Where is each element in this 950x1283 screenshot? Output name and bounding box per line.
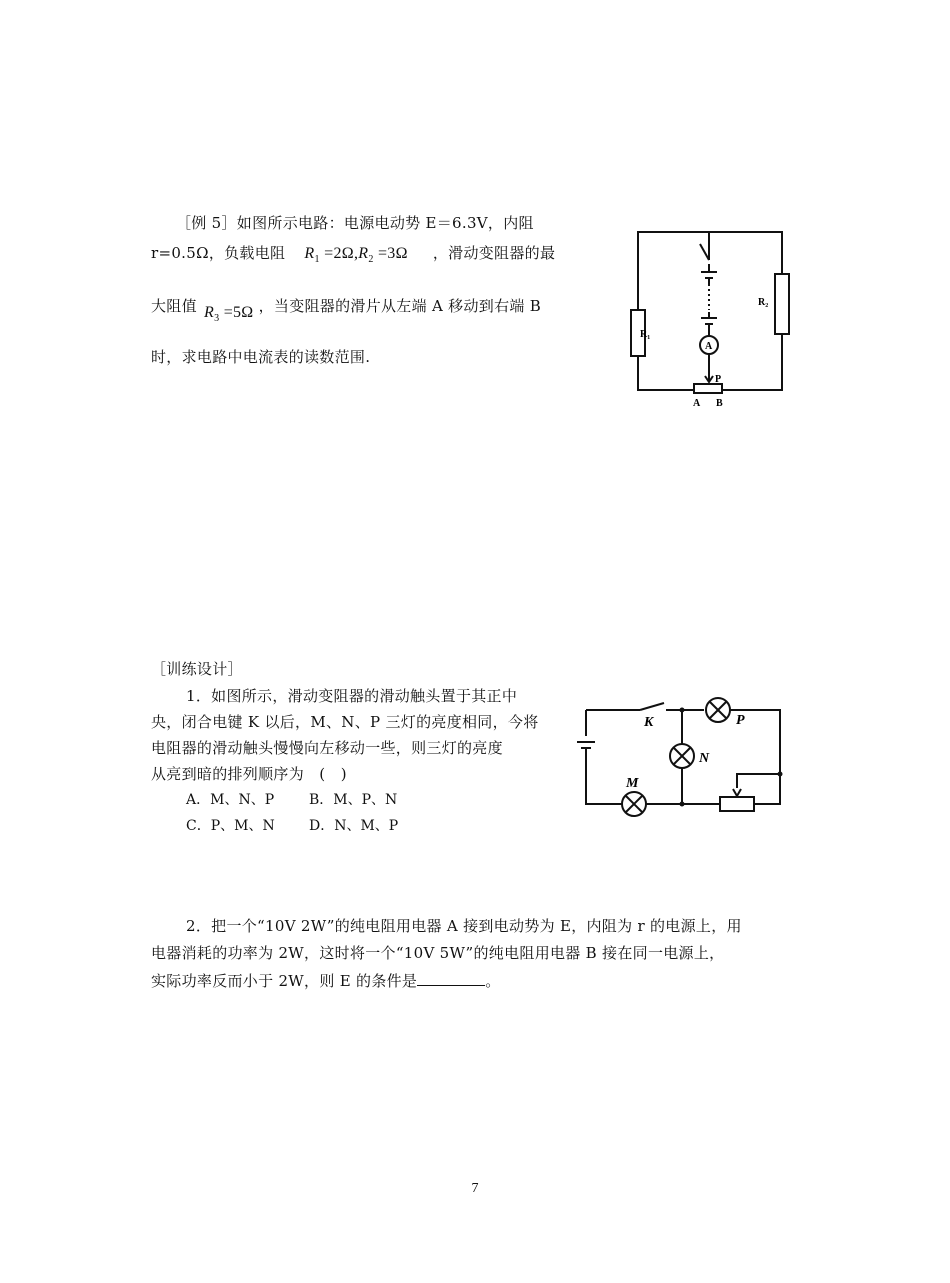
q1-line-2: 央，闭合电键 K 以后，M、N、P 三灯的亮度相同，今将 <box>151 713 539 731</box>
q1-line-1: 1．如图所示，滑动变阻器的滑动触头置于其正中 <box>186 687 518 705</box>
rheostat-slider-wire <box>737 774 780 788</box>
r1-r2-formula <box>304 245 408 266</box>
label-end-a: A <box>693 398 701 409</box>
r3-formula <box>203 304 254 325</box>
example5-line-4: 时，求电路中电流表的读数范围. <box>151 348 371 366</box>
answer-blank <box>417 970 485 986</box>
example5-line-2-start: r=0.5Ω，负载电阻 <box>151 244 286 262</box>
r3-value: =5Ω <box>223 304 254 321</box>
page-number: 7 <box>471 1181 479 1196</box>
r1-value: =2Ω, <box>324 245 359 262</box>
q2-line-3-end: 。 <box>485 972 501 990</box>
label-ammeter: A <box>705 341 713 352</box>
q1-line-3: 电阻器的滑动触头慢慢向左移动一些，则三灯的亮度 <box>151 739 503 757</box>
q1-option-a: A．M、N、P <box>186 792 275 808</box>
example5-line-3-end: ，当变阻器的滑片从左端 A 移动到右端 B <box>258 297 542 315</box>
q2-line-1: 2．把一个“10V 2W”的纯电阻用电器 A 接到电动势为 E，内阻为 r 的电源上，用 <box>186 917 742 935</box>
example5-line-1: ［例 5］如图所示电路：电源电动势 E＝6.3V，内阻 <box>176 214 534 232</box>
r2-subscript: 2 <box>368 254 374 266</box>
q1-option-d: D．N、M、P <box>309 818 399 834</box>
r2-symbol: R <box>358 245 369 262</box>
label-r2: R₂ <box>758 297 769 308</box>
example5-line-2-end: ，滑动变阻器的最 <box>432 244 556 262</box>
resistor-r2 <box>775 274 789 334</box>
label-n: N <box>699 751 710 766</box>
switch-k <box>640 703 664 710</box>
label-r1: R₁ <box>640 329 651 340</box>
label-slider-p: P <box>715 374 722 385</box>
q2-line-3 <box>151 970 501 991</box>
q2-line-3-text: 实际功率反而小于 2W，则 E 的条件是 <box>151 972 418 990</box>
label-k: K <box>644 715 654 730</box>
circuit1-switch <box>700 244 709 260</box>
rheostat-r3 <box>694 384 722 393</box>
r3-subscript: 3 <box>214 313 220 325</box>
label-end-b: B <box>716 398 723 409</box>
r2-value: =3Ω <box>377 245 408 262</box>
r1-symbol: R <box>304 245 315 262</box>
example5-line-2 <box>151 243 555 270</box>
circuit-diagram-2 <box>574 690 790 822</box>
rheostat <box>720 797 754 811</box>
training-heading: ［训练设计］ <box>151 660 243 678</box>
label-m: M <box>626 776 639 791</box>
r3-symbol: R <box>203 304 215 321</box>
circuit-diagram-1 <box>620 222 800 412</box>
q2-line-2: 电器消耗的功率为 2W，这时将一个“10V 5W”的纯电阻用电器 B 接在同一电源上， <box>151 944 725 962</box>
q1-line-4: 从亮到暗的排列顺序为 ( ) <box>151 765 347 783</box>
q1-option-b: B．M、P、N <box>309 792 398 808</box>
label-p: P <box>736 713 745 728</box>
r1-subscript: 1 <box>314 254 320 266</box>
q1-option-c: C．P、M、N <box>186 818 275 834</box>
example5-line-3 <box>151 296 541 323</box>
example5-line-3-start: 大阻值 <box>151 297 197 315</box>
